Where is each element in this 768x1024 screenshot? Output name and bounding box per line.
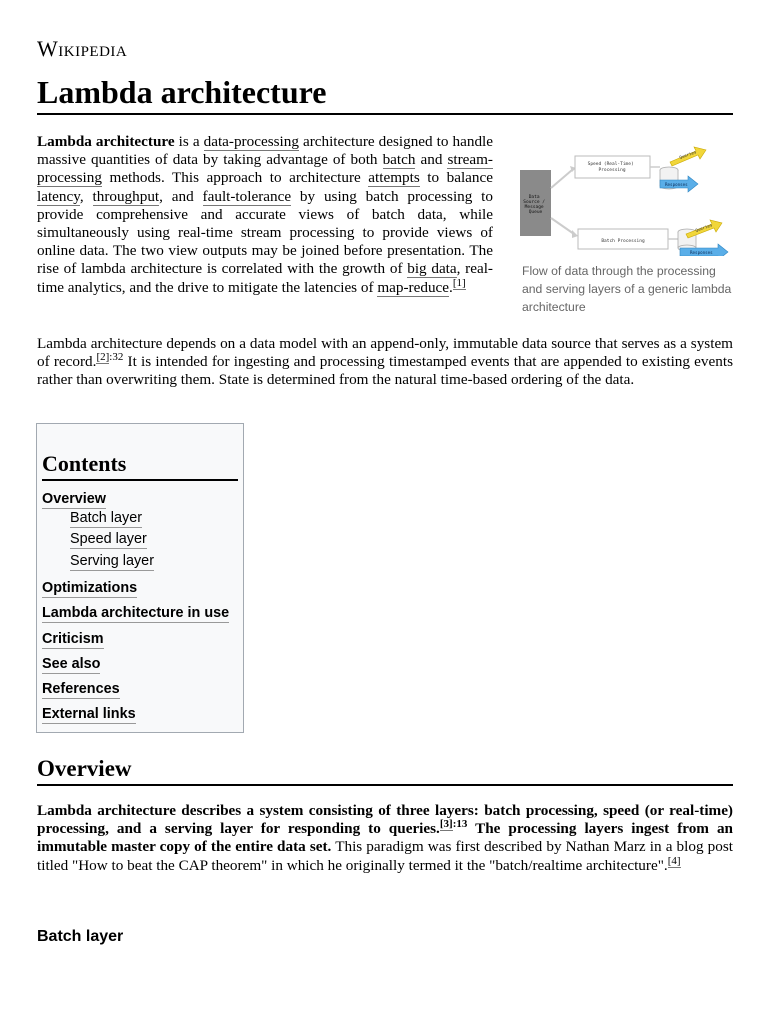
reference-4-label: [4] bbox=[667, 854, 681, 867]
reference-2[interactable] bbox=[96, 351, 123, 364]
overview-text: This paradigm was first described by Nathan Marz in a blog post titled "How to beat the CAP theorem" in which he originally termed it the "batch/realtime architecture". bbox=[37, 838, 733, 874]
lede-text: , bbox=[79, 187, 93, 205]
reference-2-label: [2] bbox=[96, 351, 110, 364]
paragraph-text: Lambda architecture depends on a data model with an append-only, immutable data source that serves as a system of record. bbox=[37, 335, 733, 371]
diagram-queries-label-bottom: Queries bbox=[694, 222, 713, 233]
diagram-responses-label-top: Responses bbox=[665, 182, 688, 187]
toc-item-criticism[interactable]: Criticism bbox=[42, 631, 104, 647]
link-batch[interactable]: batch bbox=[382, 151, 416, 169]
lede-text: . bbox=[449, 278, 453, 296]
lede-text: methods. This approach to architecture bbox=[101, 169, 369, 187]
link-big-data[interactable]: big data bbox=[407, 260, 457, 278]
reference-1-label: [1] bbox=[452, 276, 466, 289]
diagram-source-label: Data Source / Message Queue bbox=[523, 195, 545, 215]
lede-text: by using batch processing to provide comprehensive and accurate views of batch data, while simultaneously using real-time stream processing to provide views of online data. The two view outputs may be joined before presentation. The rise of lambda architecture is correlated with the growth of bbox=[37, 187, 493, 278]
paragraph-text: It is intended for ingesting and processing timestamped events that are appended to existing events rather than overwriting them. State is determined from the natural time-based ordering of the data. bbox=[37, 353, 733, 389]
lede-paragraph bbox=[37, 133, 493, 297]
diagram-speed-label: Speed (Real-Time) Processing bbox=[587, 162, 634, 173]
page-title: Lambda architecture bbox=[37, 72, 733, 115]
toc-item-batch-layer[interactable]: Batch layer bbox=[70, 510, 142, 526]
section-heading-batch-layer: Batch layer bbox=[37, 928, 124, 945]
overview-bold-text: The processing layers ingest from an immutable master copy of the entire data set. bbox=[37, 820, 733, 856]
diagram-speed-box bbox=[575, 156, 650, 178]
toc-item-overview[interactable]: Overview bbox=[42, 491, 106, 507]
lede-text: , and bbox=[159, 187, 203, 205]
paragraph-2 bbox=[37, 335, 733, 390]
lede-bold-term: Lambda architecture bbox=[37, 133, 175, 150]
reference-4[interactable] bbox=[668, 855, 681, 868]
reference-2-page: :32 bbox=[109, 351, 124, 364]
architecture-diagram[interactable] bbox=[520, 146, 734, 261]
reference-3-label: [3] bbox=[439, 818, 453, 831]
toc-item-speed-layer[interactable]: Speed layer bbox=[70, 531, 147, 547]
diagram-queries-label-top: Queries bbox=[678, 149, 697, 160]
diagram-batch-label: Batch Processing bbox=[601, 239, 645, 244]
reference-3[interactable] bbox=[440, 818, 468, 831]
wikipedia-wordmark[interactable] bbox=[37, 36, 127, 62]
link-stream-processing[interactable]: stream-processing bbox=[37, 151, 493, 187]
lede-text: architecture designed to handle massive quantities of data by taking advantage of both bbox=[37, 133, 494, 169]
toc-item-see-also[interactable]: See also bbox=[42, 656, 101, 672]
section-heading-overview: Overview bbox=[37, 755, 733, 786]
reference-1[interactable] bbox=[453, 277, 466, 290]
link-throughput[interactable]: throughput bbox=[92, 187, 160, 205]
link-data-processing[interactable]: data-processing bbox=[203, 133, 299, 150]
reference-3-page: :13 bbox=[452, 818, 468, 831]
toc-item-lambda-architecture-in-use[interactable]: Lambda architecture in use bbox=[42, 605, 230, 621]
toc-item-external-links[interactable]: External links bbox=[42, 706, 136, 722]
lede-text: and bbox=[415, 151, 448, 169]
overview-paragraph bbox=[37, 802, 733, 875]
toc-item-references[interactable]: References bbox=[42, 681, 120, 697]
toc-item-optimizations[interactable]: Optimizations bbox=[42, 580, 138, 596]
overview-bold-text: Lambda architecture describes a system consisting of three layers: batch processing, speed (or real-time) processing, and a serving layer for responding to queries. bbox=[37, 802, 733, 838]
figure-caption: Flow of data through the processing and serving layers of a generic lambda architecture bbox=[522, 264, 732, 314]
toc-item-serving-layer[interactable]: Serving layer bbox=[70, 553, 154, 569]
link-latency[interactable]: latency bbox=[37, 187, 80, 205]
toc-title: Contents bbox=[42, 451, 238, 481]
link-map-reduce[interactable]: map-reduce bbox=[377, 278, 450, 296]
wordmark-text: Wikipedia bbox=[37, 36, 128, 61]
table-of-contents bbox=[36, 423, 244, 733]
link-fault-tolerance[interactable]: fault-tolerance bbox=[202, 187, 292, 205]
lede-text: , real-time analytics, and the drive to mitigate the latencies of bbox=[37, 260, 493, 296]
link-attempts[interactable]: attempts bbox=[368, 169, 420, 187]
diagram-responses-label-bottom: Responses bbox=[690, 250, 713, 255]
lede-text: to balance bbox=[419, 169, 493, 187]
diagram-svg bbox=[520, 146, 734, 256]
lede-text: is a bbox=[174, 133, 204, 150]
